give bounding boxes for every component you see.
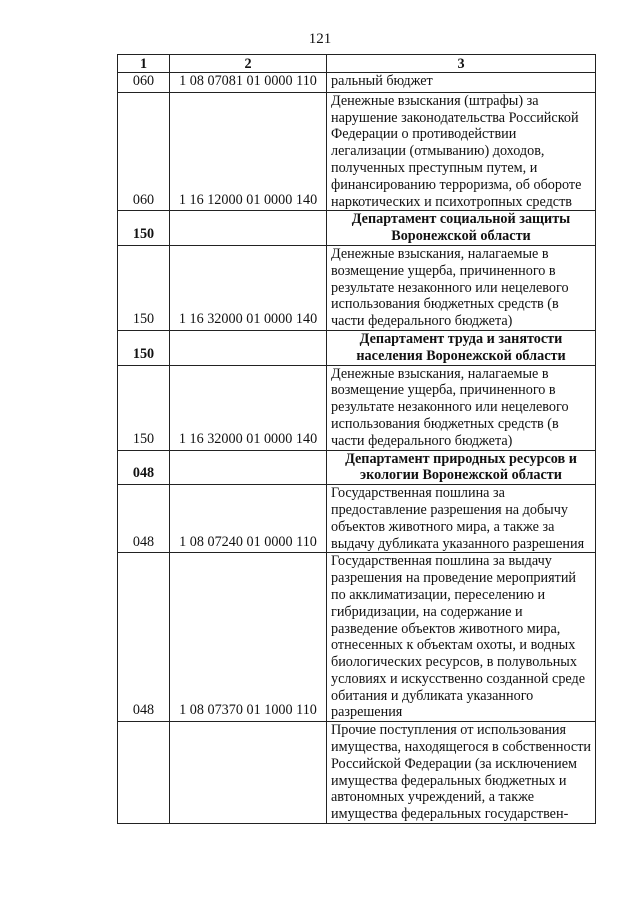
table-header-row bbox=[118, 55, 596, 73]
page-number: 121 bbox=[308, 31, 332, 47]
budget-code-cell: 1 08 07081 01 0000 110 bbox=[170, 73, 327, 93]
revenue-codes-table bbox=[117, 54, 596, 824]
column-header-1: 1 bbox=[118, 55, 170, 73]
budget-code-cell bbox=[170, 211, 327, 246]
admin-code-cell: 048 bbox=[118, 485, 170, 553]
description-cell: Денежные взыскания, налагаемые в возмещение ущерба, причиненного в результате незаконного или нецелевого использования бюджетных средств (в части федерального бюджета) bbox=[327, 245, 596, 330]
description-cell: ральный бюджет bbox=[327, 73, 596, 93]
column-header-3: 3 bbox=[327, 55, 596, 73]
department-row bbox=[118, 450, 596, 485]
description-cell: Государственная пошлина за выдачу разрешения на проведение мероприятий по акклиматизации, переселению и гибридизации, на содержание и разведение объектов животного мира, отнесенных к объектам охоты, и водных биологических ресурсов, в полувольных условиях и искусственно созданной среде обитания и дубликата указанного разрешения bbox=[327, 553, 596, 722]
budget-code-cell: 1 08 07240 01 0000 110 bbox=[170, 485, 327, 553]
table-row bbox=[118, 73, 596, 93]
table-row bbox=[118, 245, 596, 330]
department-name-cell: Департамент труда и занятости населения Воронежской области bbox=[327, 330, 596, 365]
department-name-cell: Департамент социальной защиты Воронежской области bbox=[327, 211, 596, 246]
table-row bbox=[118, 485, 596, 553]
admin-code-cell: 150 bbox=[118, 211, 170, 246]
admin-code-cell: 150 bbox=[118, 245, 170, 330]
description-cell: Денежные взыскания (штрафы) за нарушение законодательства Российской Федерации о противодействии легализации (отмыванию) доходов, полученных преступным путем, и финансированию терроризма, об обороте наркотических и психотропных средств bbox=[327, 92, 596, 211]
table-row bbox=[118, 365, 596, 450]
admin-code-cell: 048 bbox=[118, 450, 170, 485]
admin-code-cell: 048 bbox=[118, 553, 170, 722]
admin-code-cell: 060 bbox=[118, 92, 170, 211]
column-header-2: 2 bbox=[170, 55, 327, 73]
admin-code-cell: 060 bbox=[118, 73, 170, 93]
admin-code-cell bbox=[118, 722, 170, 824]
description-cell: Денежные взыскания, налагаемые в возмещение ущерба, причиненного в результате незаконного или нецелевого использования бюджетных средств (в части федерального бюджета) bbox=[327, 365, 596, 450]
table-row bbox=[118, 722, 596, 824]
admin-code-cell: 150 bbox=[118, 330, 170, 365]
table-row bbox=[118, 92, 596, 211]
budget-code-cell: 1 16 32000 01 0000 140 bbox=[170, 245, 327, 330]
budget-code-cell: 1 16 12000 01 0000 140 bbox=[170, 92, 327, 211]
table-row bbox=[118, 553, 596, 722]
description-cell: Прочие поступления от использования имущества, находящегося в собственности Российской Федерации (за исключением имущества федеральных бюджетных и автономных учреждений, а также имущества федеральных государствен- bbox=[327, 722, 596, 824]
description-cell: Государственная пошлина за предоставление разрешения на добычу объектов животного мира, а также за выдачу дубликата указанного разрешения bbox=[327, 485, 596, 553]
budget-code-cell bbox=[170, 450, 327, 485]
budget-code-cell: 1 16 32000 01 0000 140 bbox=[170, 365, 327, 450]
budget-code-cell: 1 08 07370 01 1000 110 bbox=[170, 553, 327, 722]
department-row bbox=[118, 211, 596, 246]
admin-code-cell: 150 bbox=[118, 365, 170, 450]
department-name-cell: Департамент природных ресурсов и экологии Воронежской области bbox=[327, 450, 596, 485]
budget-code-cell bbox=[170, 330, 327, 365]
department-row bbox=[118, 330, 596, 365]
budget-code-cell bbox=[170, 722, 327, 824]
